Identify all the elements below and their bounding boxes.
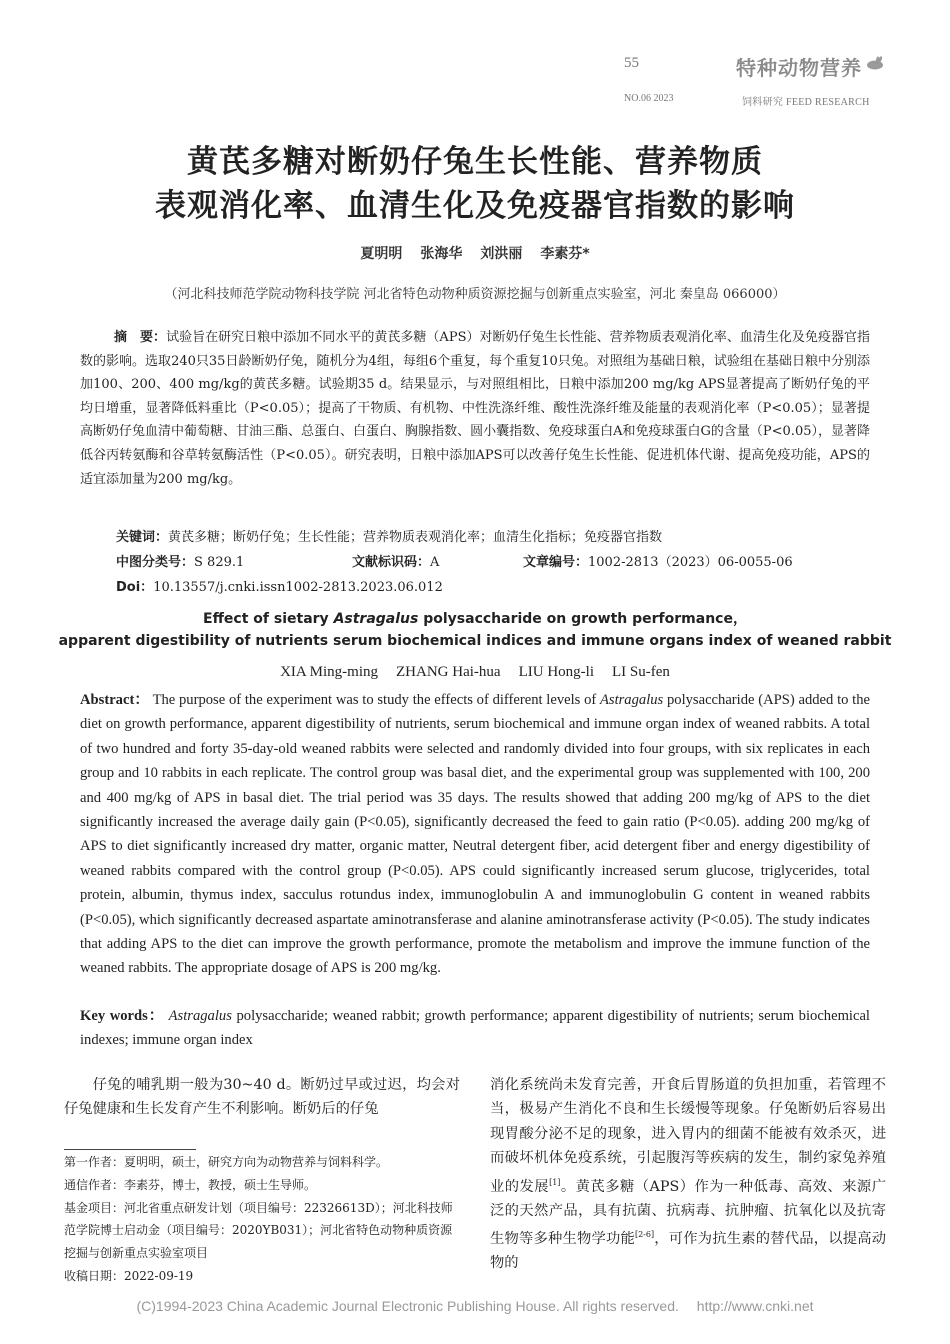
copyright-footer: (C)1994-2023 China Academic Journal Electronic Publishing House. All rights reserved. http://www.cnki.net: [136, 1298, 814, 1314]
author-en-3: LIU Hong-li: [518, 664, 594, 680]
authors-cn: [0, 243, 950, 263]
footnote-corresponding: 通信作者：李素芬，博士，教授，硕士生导师。: [64, 1177, 317, 1192]
authors-en: [0, 664, 950, 681]
keywords-cn-text: 黄芪多糖；断奶仔兔；生长性能；营养物质表观消化率；血清生化指标；免疫器官指数: [168, 530, 663, 545]
doi: [116, 576, 443, 595]
keywords-en-label: Key words：: [80, 1008, 165, 1024]
title-en-line-2: apparent digestibility of nutrients serum biochemical indices and immune organs index of weaned rabbit: [58, 633, 892, 649]
author-4: 李素芬*: [540, 246, 590, 262]
title-line-1: 黄芪多糖对断奶仔兔生长性能、营养物质: [187, 144, 763, 180]
body-right-paragraph: [490, 1073, 886, 1276]
abstract-en: [80, 688, 870, 981]
abstract-cn: [80, 326, 870, 491]
footnote-first-author: 第一作者：夏明明，硕士，研究方向为动物营养与饲料科学。: [64, 1155, 389, 1169]
author-en-2: ZHANG Hai-hua: [396, 664, 501, 680]
abstract-en-label: Abstract：: [80, 692, 150, 708]
body-right-a: 消化系统尚未发育完善，开食后胃肠道的负担加重，若管理不当，极易产生消化不良和生长缓慢等现象。仔兔断奶后容易出现胃酸分泌不足的现象，进入胃内的细菌不能被有效杀灭，进而破坏机体免疫系统，引起腹泻等疾病的发生，制约家兔养殖业的发展: [490, 1077, 886, 1195]
author-2: 张海华: [420, 246, 463, 262]
abstract-cn-text: 试验旨在研究日粮中添加不同水平的黄芪多糖（APS）对断奶仔兔生长性能、营养物质表观消化率、血清生化及免疫器官指数的影响。选取240只35日龄断奶仔兔，随机分为4组，每组6个重复，每个重复10只兔。对照组为基础日粮，试验组在基础日粮中分别添加100、200、400 mg/kg的黄芪多糖。试验期35 d。结果显示，与对照组相比，日粮中添加200 mg/kg APS显著提高了断奶仔兔的平均日增重，显著降低料重比（P<0.05）；提高了干物质、有机物、中性洗涤纤维、酸性洗涤纤维及能量的表观消化率（P<0.05）；显著提高断奶仔兔血清中葡萄糖、甘油三酯、总蛋白、白蛋白、胸腺指数、圆小囊指数、免疫球蛋白A和免疫球蛋白G的含量（P<0.05），显著降低谷丙转氨酶和谷草转氨酶活性（P<0.05）。研究表明，日粮中添加APS可以改善仔兔生长性能、促进机体代谢、提高免疫功能，APS的适宜添加量为200 mg/kg。: [80, 330, 870, 487]
page-number: 55: [624, 55, 639, 71]
clc-number: [116, 551, 244, 570]
title-en-line-1: [0, 608, 950, 628]
abstract-en-p1: The purpose of the experiment was to study the effects of different levels of: [149, 692, 600, 708]
footnote-funding: 基金项目：河北省重点研发计划（项目编号：22326613D）；河北科技师范学院博士启动金（项目编号：2020YB031）；河北省特色动物种质资源挖掘与创新重点实验室项目: [64, 1200, 453, 1261]
author-en-1: XIA Ming-ming: [280, 664, 379, 680]
doi-label: Doi：: [116, 580, 154, 595]
article-value: 1002-2813（2023）06-0055-06: [588, 555, 793, 570]
clc-label: 中图分类号：: [116, 555, 195, 570]
keywords-cn: [116, 526, 662, 545]
keywords-en-italic: Astragalus: [164, 1008, 232, 1024]
body-right-b: 。黄芪多糖（APS）作为一种低毒、高效、来源广泛的天然产品，具有抗菌、抗病毒、抗肿瘤、抗氧化以及抗寄生物等多种生物学功能: [490, 1178, 886, 1247]
article-label: 文章编号：: [523, 555, 589, 570]
abstract-cn-label: 摘 要：: [114, 330, 167, 345]
abstract-en-italic: Astragalus: [599, 692, 664, 708]
title-en-pre: Effect of sietary: [203, 611, 334, 627]
footnote-received: 收稿日期：2022-09-19: [64, 1268, 194, 1283]
body-left-paragraph: 仔兔的哺乳期一般为30~40 d。断奶过早或过迟，均会对仔兔健康和生长发育产生不利影响。断奶后的仔兔: [64, 1077, 460, 1118]
author-en-4: LI Su-fen: [611, 664, 670, 680]
doc-value: A: [430, 555, 440, 570]
keywords-en-text: polysaccharide; weaned rabbit; growth performance; apparent digestibility of nutrients; serum biochemical indexes; immune organ index: [80, 1008, 870, 1049]
body-right-c: ，可作为抗生素的替代品，以提高动物的: [490, 1230, 886, 1272]
doc-label: 文献标识码：: [352, 555, 431, 570]
citation-2: [2-6]: [634, 1230, 655, 1240]
footnote-divider: [64, 1149, 196, 1150]
author-3: 刘洪丽: [480, 246, 523, 262]
citation-1: [1]: [549, 1177, 561, 1187]
author-1: 夏明明: [360, 246, 403, 262]
issue-number: NO.06 2023: [624, 93, 674, 104]
doi-value: 10.13557/j.cnki.issn1002-2813.2023.06.012: [153, 580, 443, 595]
doc-code: [352, 551, 439, 570]
keywords-en: [80, 1004, 870, 1053]
article-number: [523, 551, 793, 570]
footnotes: [64, 1151, 460, 1288]
sub-journal: 饲料研究 FEED RESEARCH: [742, 97, 870, 108]
title-line-2: 表观消化率、血清生化及免疫器官指数的影响: [155, 188, 795, 224]
rabbit-logo-icon: [864, 56, 886, 70]
abstract-en-p2: polysaccharide (APS) added to the diet on growth performance, apparent digestibility of nutrients, serum biochemical and immune organ index of weaned rabbits. A total of two hundred and forty 35-day-old weaned rabbits were selected and randomly divided into four groups, with six replicates in each group and 10 rabbits in each replicate. The control group was basal diet, and the experimental group was supplemented with 100, 200 and 400 mg/kg of APS in basal diet. The trial period was 35 days. The results showed that adding 200 mg/kg of APS to the diet significantly increased the average daily gain (P<0.05), significantly decreased the feed to gain ratio (P<0.05). adding 200 mg/kg of APS to diet significantly increased dry matter, organic matter, Neutral detergent fiber, acid detergent fiber and energy digestibility of weaned rabbits compared with the control group (P<0.05). APS could significantly increased serum glucose, triglycerides, total protein, albumin, thymus index, sacculus rotundus index, immunoglobulin A and immunoglobulin G content in weaned rabbits (P<0.05), which significantly decreased aspartate aminotransferase and alanine aminotransferase activity (P<0.05). The study indicates that adding APS to the diet can improve the growth performance, promote the metabolism and improve the immune function of the weaned rabbits. The appropriate dosage of APS is 200 mg/kg.: [80, 692, 870, 977]
journal-name: 特种动物营养: [736, 56, 862, 80]
clc-value: S 829.1: [194, 555, 245, 570]
keywords-cn-label: 关键词：: [116, 530, 169, 545]
title-en-post: polysaccharide on growth performance，: [418, 611, 747, 627]
affiliation-cn: （河北科技师范学院动物科技学院 河北省特色动物种质资源挖掘与创新重点实验室，河北 秦皇岛 066000）: [164, 287, 786, 302]
title-en-italic: Astragalus: [333, 611, 419, 627]
